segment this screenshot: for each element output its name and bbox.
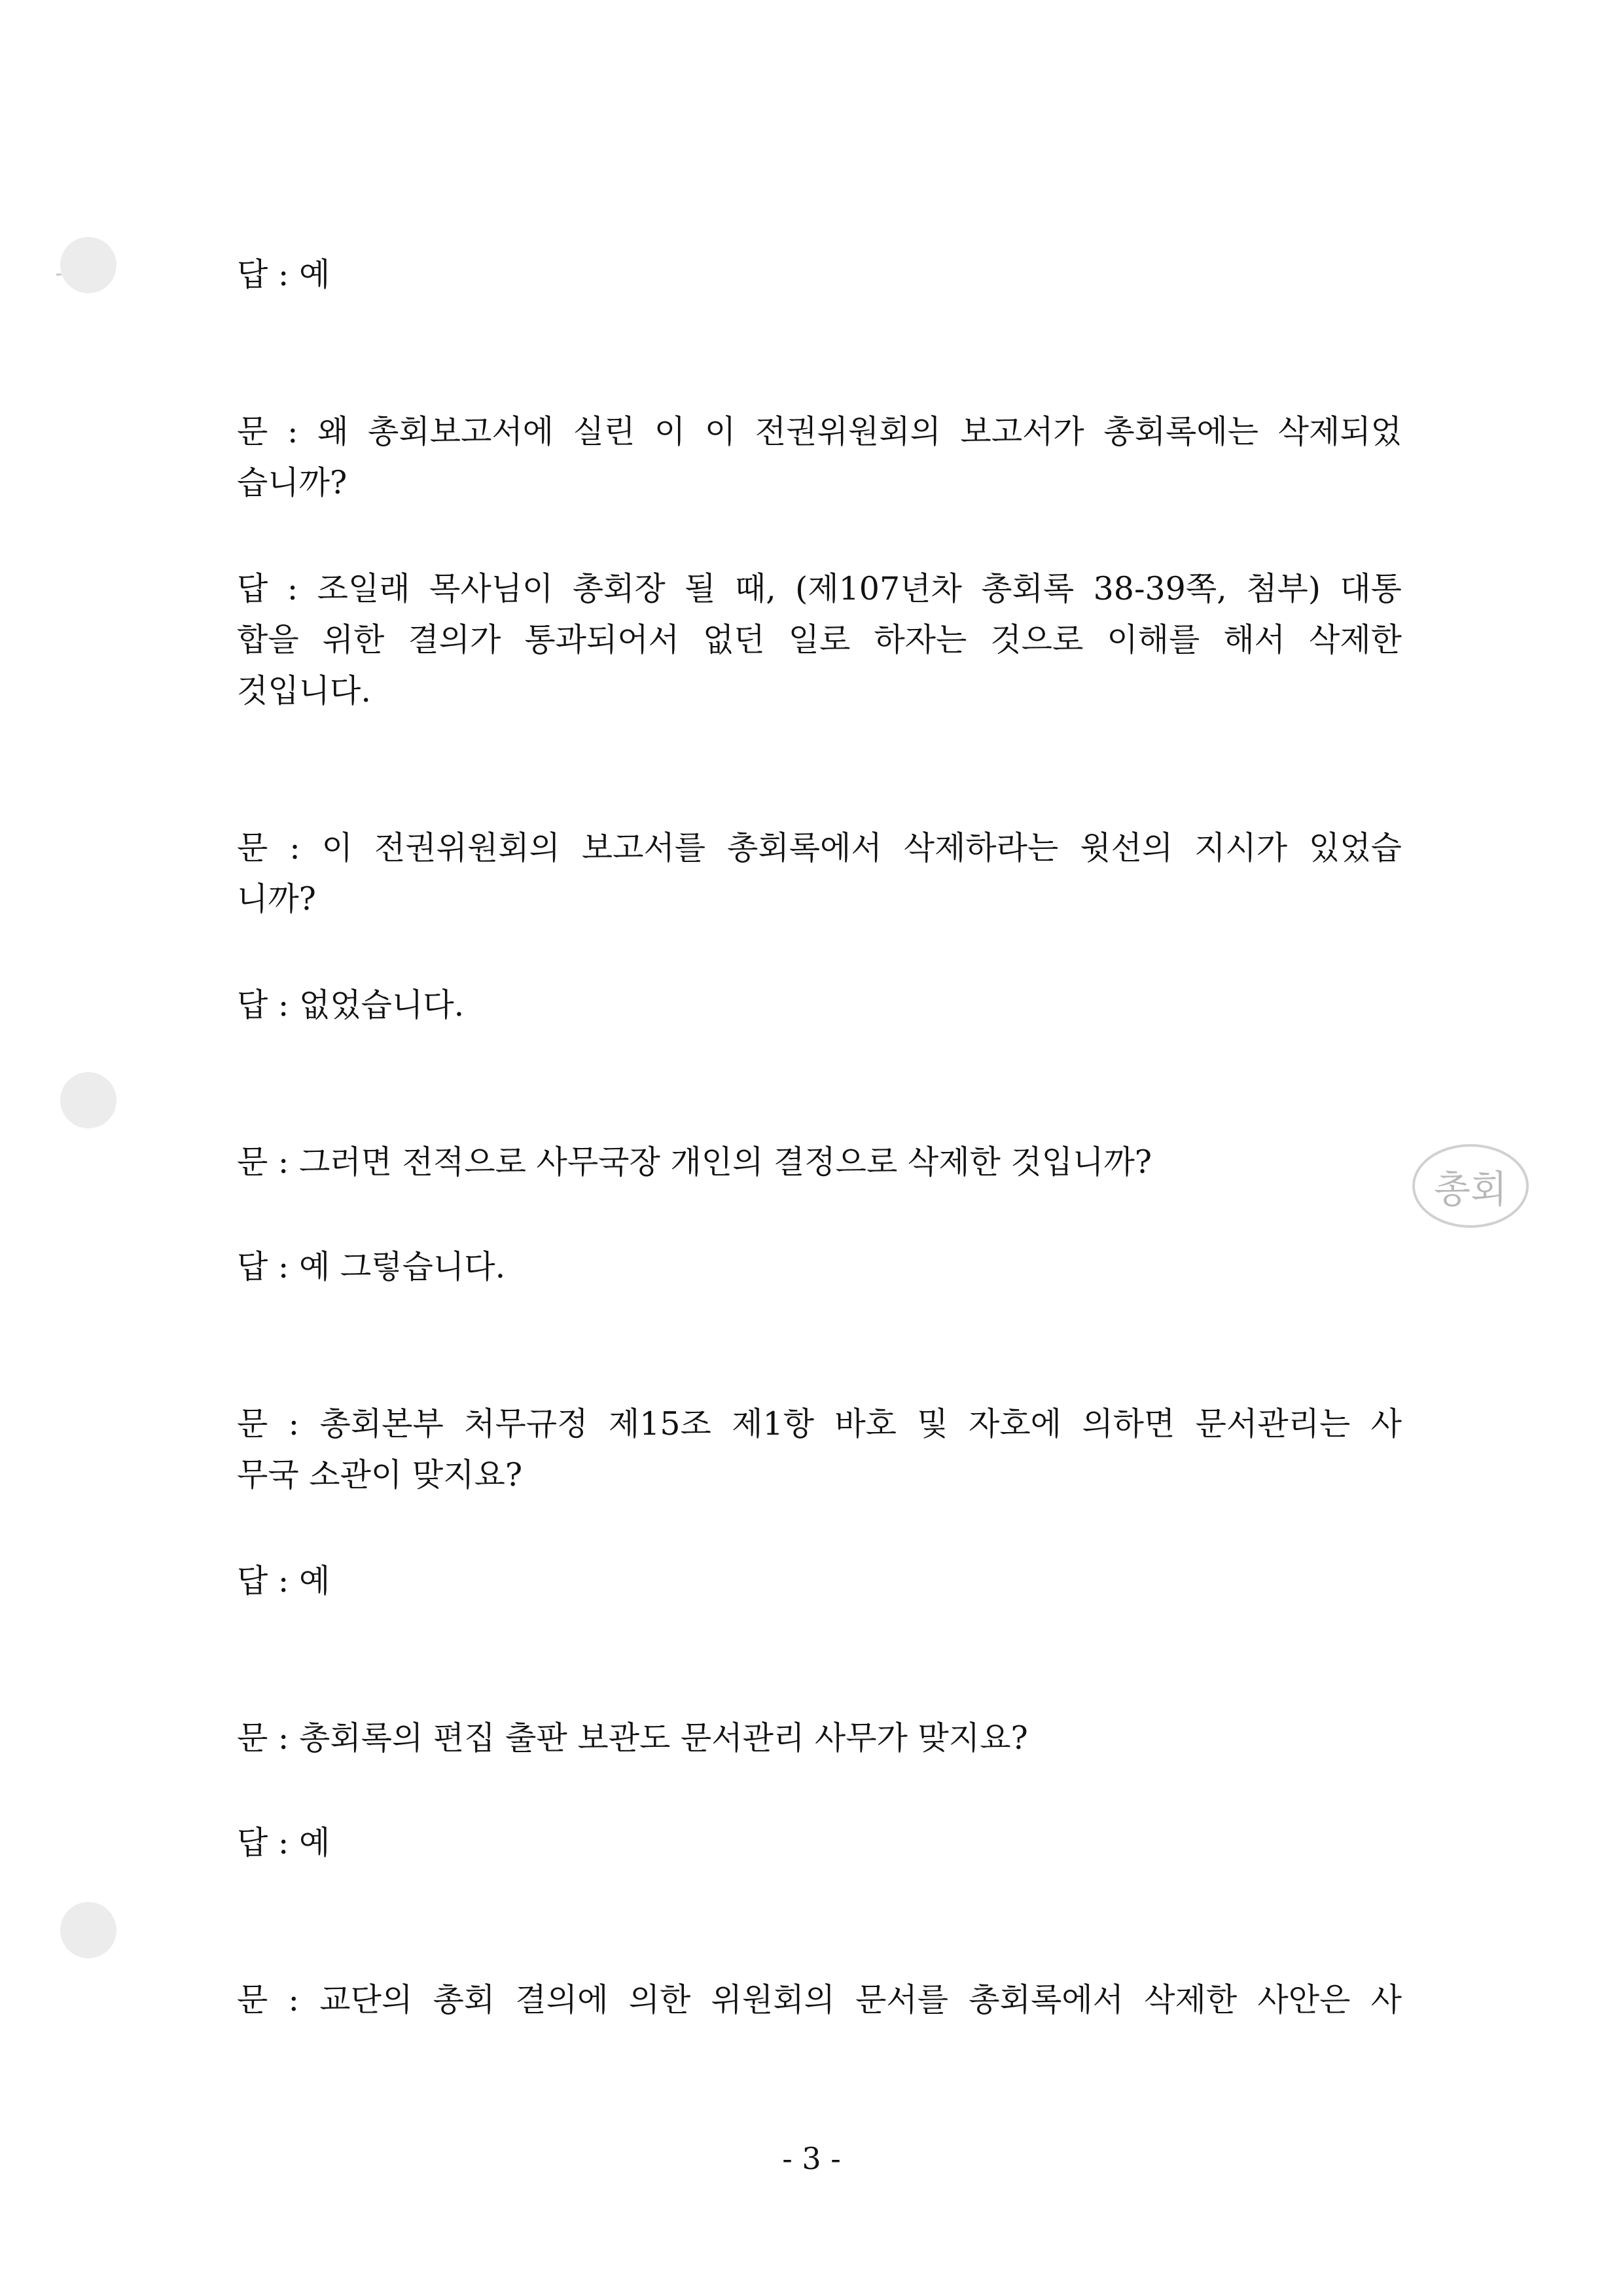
punch-hole-middle <box>60 1072 116 1128</box>
answer-line: 것입니다. <box>237 672 371 709</box>
seal-stamp <box>1412 1144 1529 1228</box>
punch-hole-bottom <box>60 1902 116 1958</box>
question-line: 문 : 그러면 전적으로 사무국장 개인의 결정으로 삭제한 것입니까? <box>237 1143 1152 1181</box>
question-line: 문 : 총회록의 편집 출판 보관도 문서관리 사무가 맞지요? <box>237 1719 1028 1757</box>
punch-hole-mark <box>56 274 62 276</box>
answer-line: 답 : 예 <box>237 256 330 293</box>
answer-line: 답 : 예 그렇습니다. <box>237 1248 506 1285</box>
question-line: 문 : 총회본부 처무규정 제15조 제1항 바호 및 자호에 의하면 문서관리는 사 <box>237 1405 1402 1443</box>
question-line: 무국 소관이 맞지요? <box>237 1456 523 1494</box>
answer-line: 답 : 예 <box>237 1824 330 1861</box>
question-line: 니까? <box>237 880 316 918</box>
punch-hole-top <box>60 237 116 293</box>
seal-text: 총회 <box>1433 1167 1508 1211</box>
question-line: 문 : 이 전권위원회의 보고서를 총회록에서 삭제하라는 윗선의 지시가 있었습 <box>237 829 1402 867</box>
answer-line: 답 : 없었습니다. <box>237 986 465 1024</box>
page-number: - 3 - <box>782 2141 841 2176</box>
answer-line: 답 : 조일래 목사님이 총회장 될 때, (제107년차 총회록 38-39쪽, 첨부) 대통 <box>237 570 1402 607</box>
answer-line: 답 : 예 <box>237 1562 330 1600</box>
question-line: 습니까? <box>237 464 348 501</box>
answer-line: 합을 위한 결의가 통과되어서 없던 일로 하자는 것으로 이해를 해서 삭제한 <box>237 621 1402 658</box>
question-line: 문 : 교단의 총회 결의에 의한 위원회의 문서를 총회록에서 삭제한 사안은 사 <box>237 1981 1402 2018</box>
question-line: 문 : 왜 총회보고서에 실린 이 이 전권위원회의 보고서가 총회록에는 삭제되었 <box>237 413 1402 450</box>
